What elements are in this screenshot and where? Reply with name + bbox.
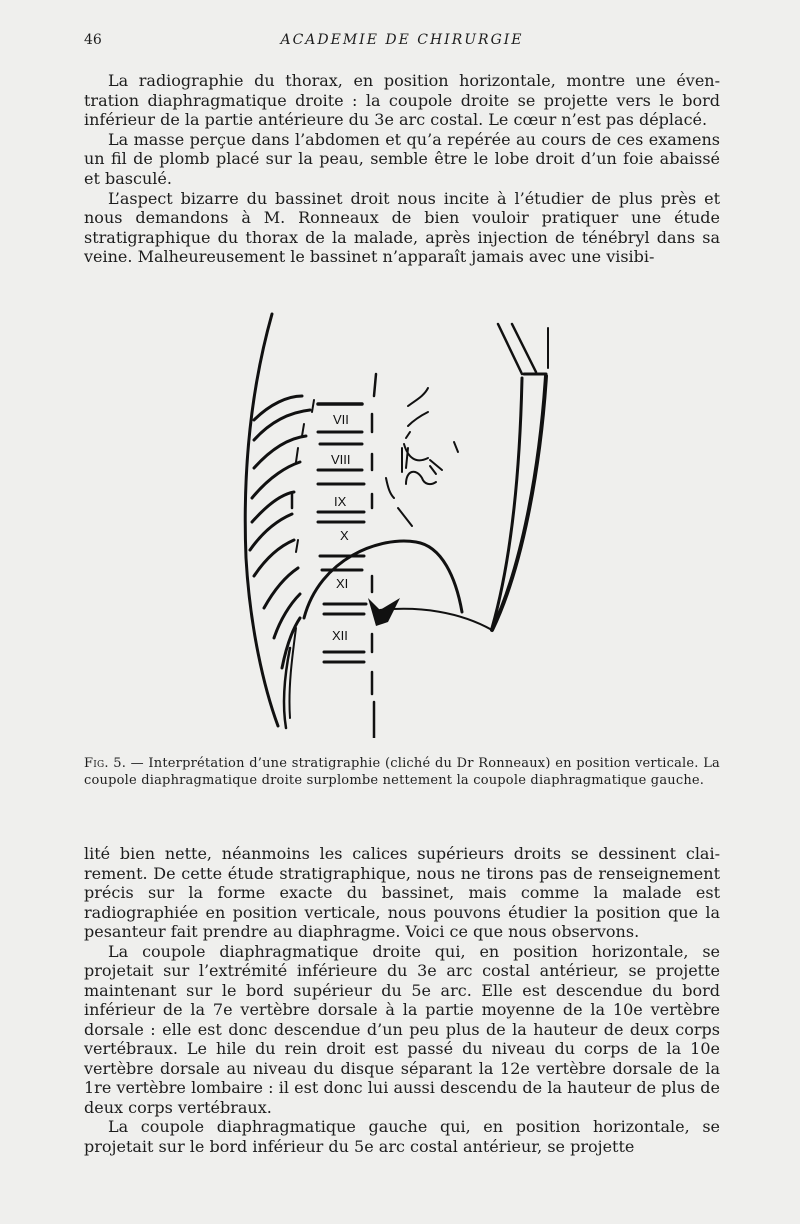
pedicle-mark (302, 424, 304, 436)
calyx-stroke (408, 388, 428, 406)
calyx-stroke (386, 478, 412, 526)
clavicle-right (498, 324, 536, 374)
figure-label: Fig. 5. (84, 756, 127, 771)
calyx-stroke (402, 448, 408, 472)
body-text-top (84, 71, 720, 267)
calyx-stroke (430, 460, 442, 474)
vertebra-label: X (340, 528, 349, 543)
vertebra-label: XI (336, 576, 349, 591)
figure-stratigraphy-drawing (230, 308, 570, 738)
calyx-stroke (454, 442, 458, 452)
paragraph: La radiographie du thorax, en position horizontale, montre une éventration diaphragmatique droite : la coupole droite se projette vers le bord inférieur de la partie antérieure du 3e arc costal. Le cœur n’est pas déplacé. (84, 71, 720, 130)
left-diaphragm-dome (380, 609, 492, 630)
stratigraphy-illustration (230, 308, 570, 738)
vertebra-label: VII (333, 412, 349, 427)
pedicle-mark (312, 400, 314, 412)
right-diaphragm-dome (304, 541, 462, 618)
vertebra-label: VIII (331, 452, 351, 467)
right-wall-cap (492, 374, 546, 628)
body-text-bottom (84, 844, 720, 1156)
pedicle-mark (296, 540, 298, 552)
caption-text: — Interprétation d’une stratigraphie (cliché du Dr Ronneaux) en position verticale. La coupole diaphragmatique droite surplombe nettement la coupole diaphragmatique gauche. (84, 756, 720, 788)
vertebra-label: IX (334, 494, 347, 509)
paragraph: lité bien nette, néanmoins les calices supérieurs droits se dessinent clairement. De cette étude stratigraphique, nous ne tirons pas de renseignement précis sur la forme exacte du bassinet, mais comme la malade est radiographiée en position verticale, nous pouvons étudier la position que la pesanteur fait prendre au diaphragme. Voici ce que nous observons. (84, 844, 720, 941)
rib (254, 396, 302, 420)
figure-caption (84, 756, 720, 789)
running-title: ACADEMIE DE CHIRURGIE (280, 32, 524, 48)
rib (254, 540, 294, 576)
page-number: 46 (84, 32, 102, 48)
calyx-stroke (408, 412, 428, 426)
paragraph: La coupole diaphragmatique droite qui, en position horizontale, se projetait sur l’extrémité inférieure du 3e arc costal antérieur, se projette maintenant sur le bord supérieur du 5e arc. Elle est descendue du bord inférieur de la 7e vertèbre dorsale à la partie moyenne de la 10e vertèbre dorsale : elle est donc descendue d’un peu plus de la hauteur de deux corps vertébraux. Le hile du rein droit est passé du niveau du corps de la 10e vertèbre dorsale au niveau du disque séparant la 12e vertèbre dorsale de la 1re vertèbre lombaire : il est donc lui aussi descendu de la hauteur de plus de deux corps vertébraux. (84, 941, 720, 1117)
pedicle-mark (296, 448, 298, 462)
vertebra-label: XII (332, 628, 348, 643)
page-header (84, 32, 720, 54)
hilum-arrow (368, 598, 400, 626)
pedicle-mark (374, 374, 376, 396)
paragraph: L’aspect bizarre du bassinet droit nous incite à l’étudier de plus près et nous demandons à M. Ronneaux de bien vouloir pratiquer une étude stratigraphique du thorax de la malade, après injection de ténébryl dans sa veine. Malheureusement le bassinet n’apparaît jamais avec une visibi- (84, 188, 720, 267)
calyx-stroke (406, 472, 436, 484)
paragraph: La coupole diaphragmatique gauche qui, en position horizontale, se projetait sur le bord inférieur du 5e arc costal antérieur, se projette (84, 1117, 720, 1156)
paragraph: La masse perçue dans l’abdomen et qu’a repérée au cours de ces examens un fil de plomb placé sur la peau, semble être le lobe droit d’un foie abaissé et basculé. (84, 129, 720, 188)
left-thoracic-wall (245, 314, 278, 726)
